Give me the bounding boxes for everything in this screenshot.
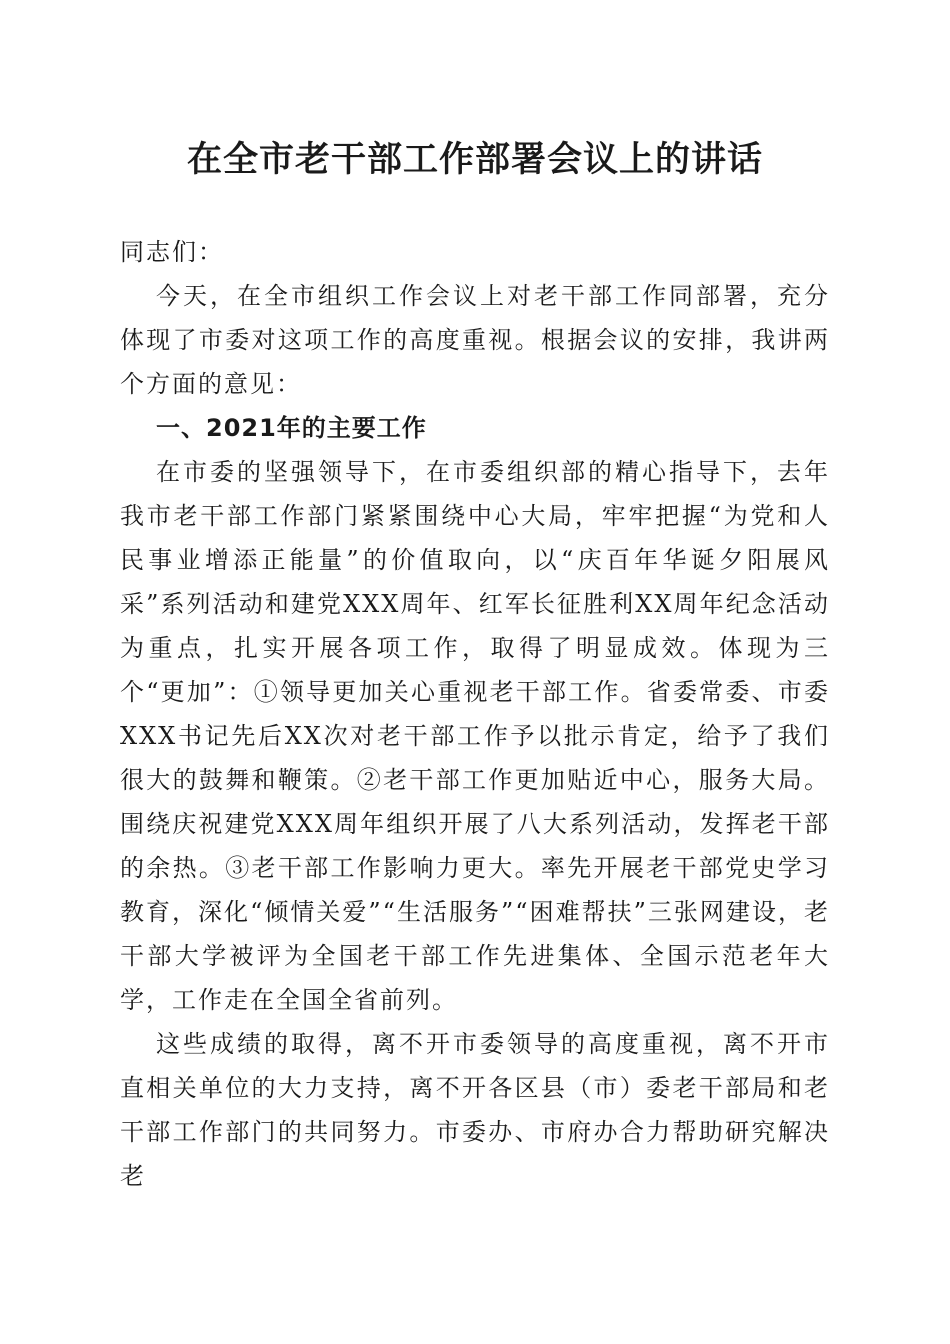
section-paragraph-1: 在市委的坚强领导下，在市委组织部的精心指导下，去年我市老干部工作部门紧紧围绕中心大局，牢牢把握“为党和人民事业增添正能量”的价值取向，以“庆百年华诞夕阳展风采”系列活动和建党XXX周年、红军长征胜利XX周年纪念活动为重点，扎实开展各项工作，取得了明显成效。体现为三个“更加”：①领导更加关心重视老干部工作。省委常委、市委XXX书记先后XX次对老干部工作予以批示肯定，给予了我们很大的鼓舞和鞭策。②老干部工作更加贴近中心，服务大局。围绕庆祝建党XXX周年组织开展了八大系列活动，发挥老干部的余热。③老干部工作影响力更大。率先开展老干部党史学习教育，深化“倾情关爱”“生活服务”“困难帮扶”三张网建设，老干部大学被评为全国老干部工作先进集体、全国示范老年大学，工作走在全国全省前列。 (120, 458, 830, 1014)
intro-paragraph: 今天，在全市组织工作会议上对老干部工作同部署，充分体现了市委对这项工作的高度重视。根据会议的安排，我讲两个方面的意见： (120, 282, 830, 398)
section-heading: 一、2021年的主要工作 (156, 414, 427, 442)
document-body (120, 230, 830, 1198)
document-title: 在全市老干部工作部署会议上的讲话 (186, 139, 763, 180)
section-paragraph-2: 这些成绩的取得，离不开市委领导的高度重视，离不开市直相关单位的大力支持，离不开各区县（市）委老干部局和老干部工作部门的共同努力。市委办、市府办合力帮助研究解决老 (120, 1030, 830, 1190)
salutation: 同志们： (120, 238, 224, 266)
